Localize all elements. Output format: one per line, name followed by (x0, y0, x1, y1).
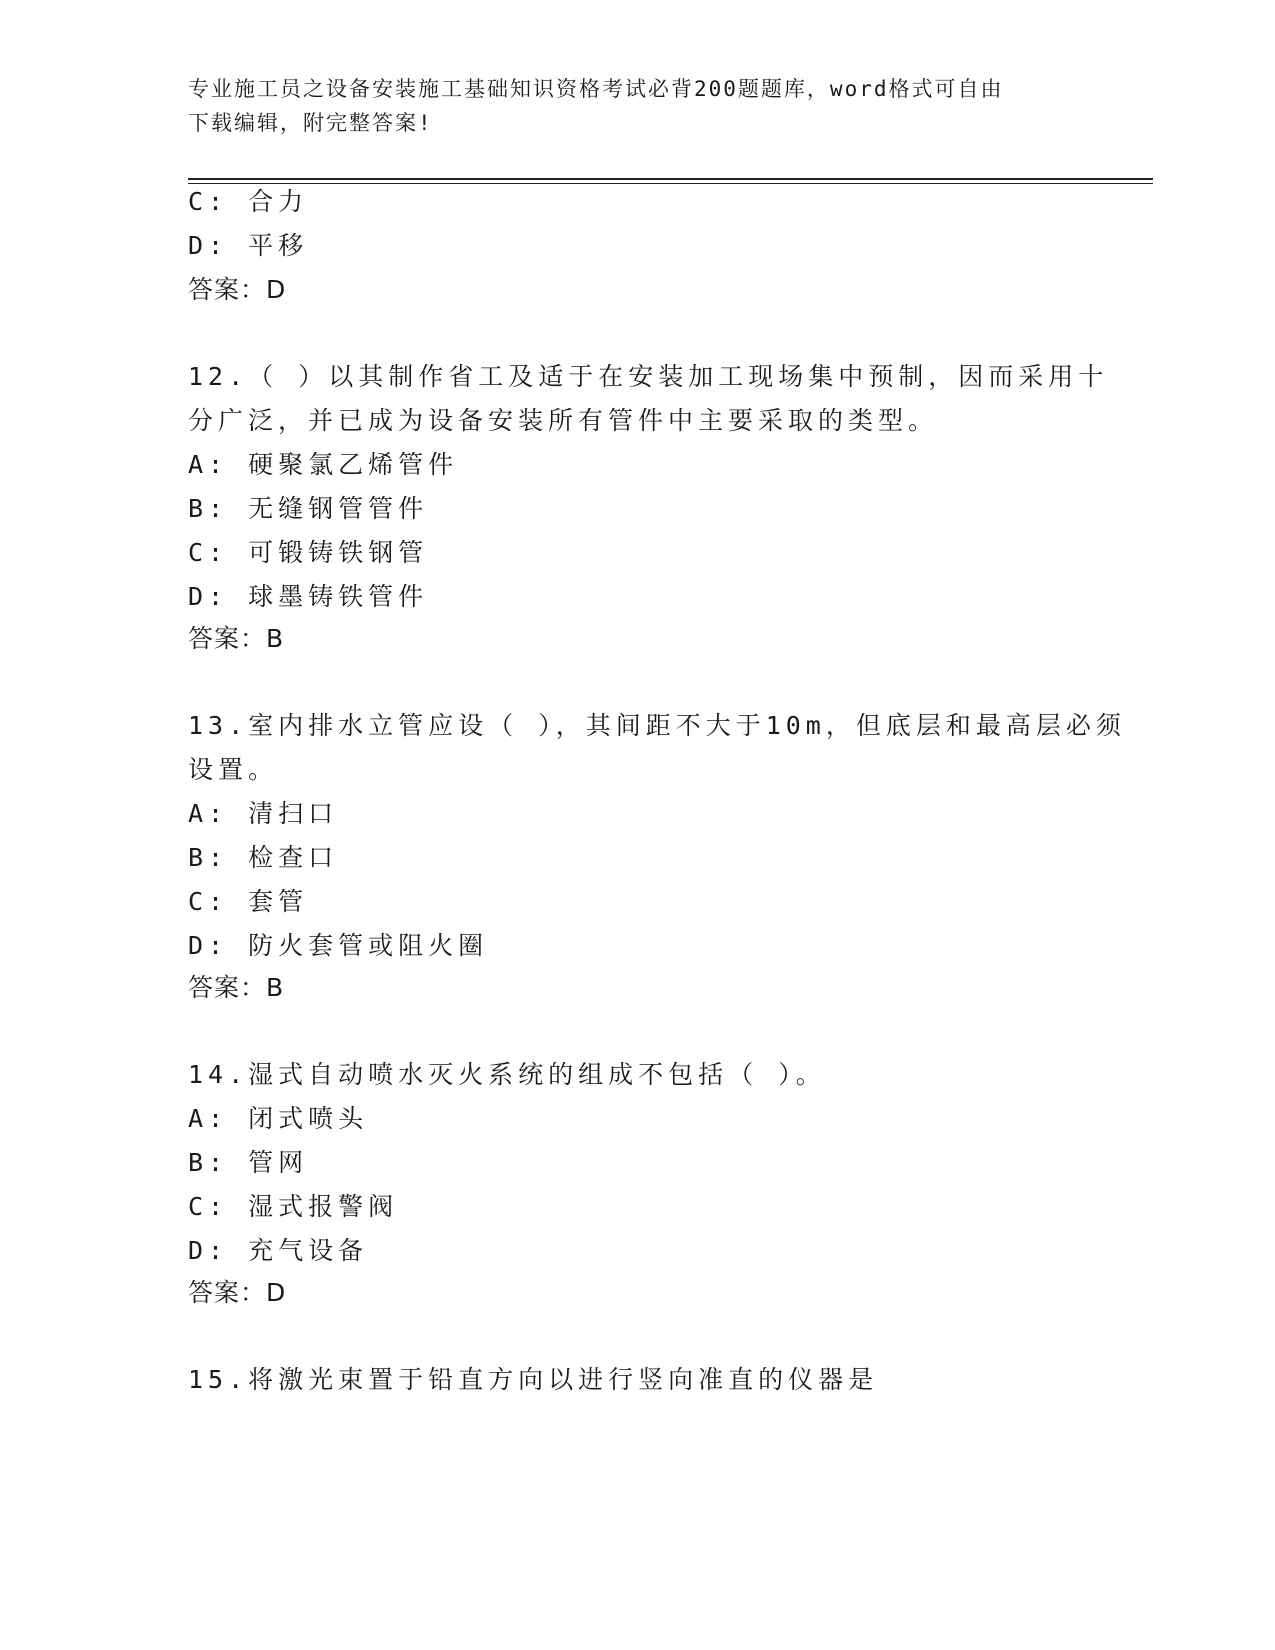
q14-option-a: A: 闭式喷头 (188, 1104, 369, 1133)
q14-stem-line-1: 14.湿式自动喷水灭火系统的组成不包括（ ）。 (188, 1060, 826, 1089)
header-rule-thick (188, 178, 1153, 180)
q14-option-b: B: 管网 (188, 1148, 309, 1177)
q11-answer: 答案：D (188, 275, 287, 304)
header-line-1: 专业施工员之设备安装施工基础知识资格考试必背200题题库，word格式可自由 (188, 77, 1004, 101)
q15-stem-line-1: 15.将激光束置于铅直方向以进行竖向准直的仪器是 (188, 1365, 879, 1394)
q12-option-b: B: 无缝钢管管件 (188, 494, 429, 523)
document-header (188, 72, 1088, 140)
q13-answer: 答案：B (188, 973, 285, 1002)
q13-option-c: C: 套管 (188, 887, 309, 916)
q11-option-c: C: 合力 (188, 187, 309, 216)
q13-stem-line-2: 设置。 (188, 755, 279, 784)
q12-answer: 答案：B (188, 624, 285, 653)
q12-option-c: C: 可锻铸铁钢管 (188, 538, 429, 567)
q13-option-a: A: 清扫口 (188, 799, 339, 828)
q12-stem-line-1: 12.（ ）以其制作省工及适于在安装加工现场集中预制，因而采用十 (188, 362, 1109, 391)
q12-option-a: A: 硬聚氯乙烯管件 (188, 450, 459, 479)
header-rule-thin (188, 183, 1153, 184)
q14-answer: 答案：D (188, 1278, 287, 1307)
q12-option-d: D: 球墨铸铁管件 (188, 582, 429, 611)
q14-option-d: D: 充气设备 (188, 1236, 369, 1265)
q13-stem-line-1: 13.室内排水立管应设（ ），其间距不大于10m，但底层和最高层必须 (188, 711, 1126, 740)
q12-stem-line-2: 分广泛，并已成为设备安装所有管件中主要采取的类型。 (188, 406, 939, 435)
header-line-2: 下载编辑，附完整答案! (188, 111, 433, 135)
q13-option-d: D: 防火套管或阻火圈 (188, 931, 489, 960)
q11-option-d: D: 平移 (188, 231, 309, 260)
q13-option-b: B: 检查口 (188, 843, 339, 872)
q14-option-c: C: 湿式报警阀 (188, 1192, 399, 1221)
